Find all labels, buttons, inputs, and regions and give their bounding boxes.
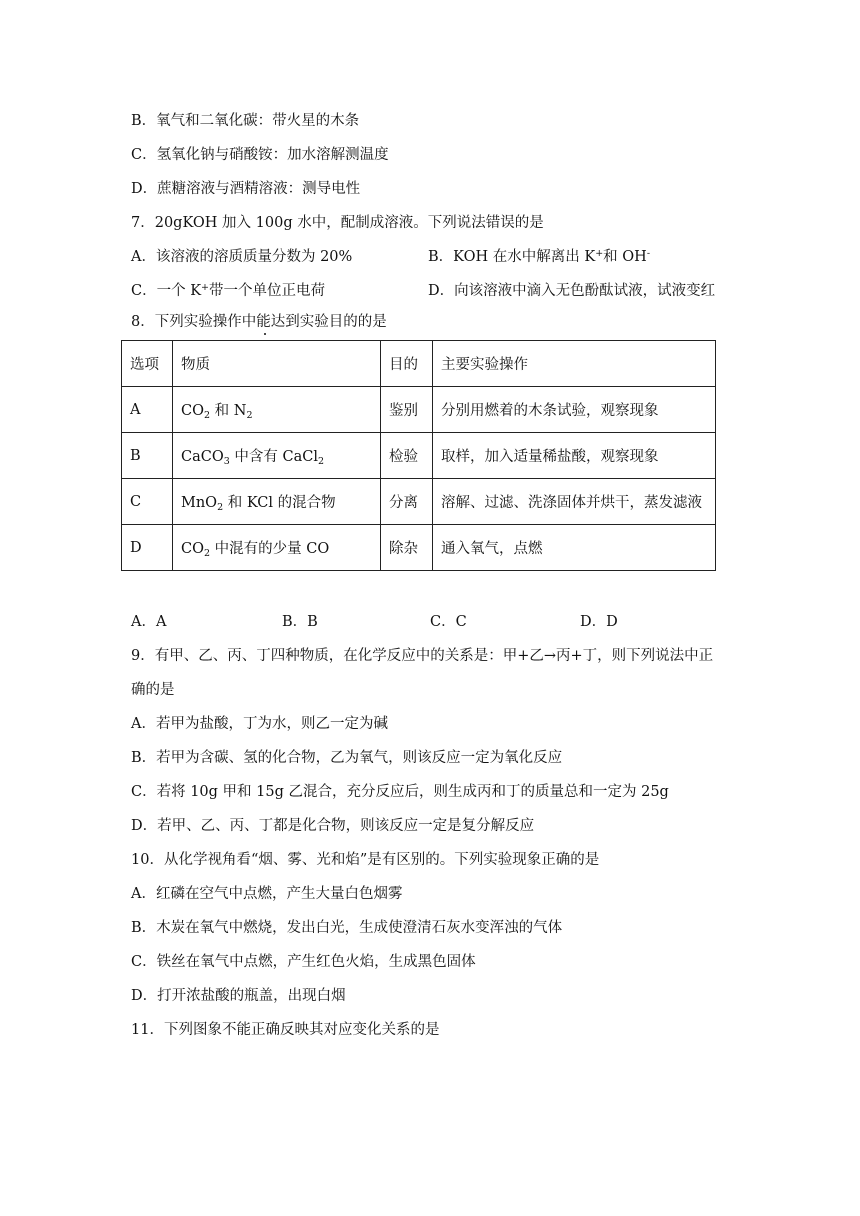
q10-option-c: C．铁丝在氧气中点燃，产生红色火焰，生成黑色固体 — [131, 954, 476, 970]
row-purpose: 鉴别 — [381, 387, 433, 433]
q8-stem: 8．下列实验操作中能达到实验目的的是 — [131, 314, 387, 330]
table-row — [122, 479, 716, 525]
row-substance — [173, 433, 381, 479]
q7-option-c-text2: 带一个单位正电荷 — [209, 283, 326, 299]
q7-option-a: A．该溶液的溶质质量分数为 20% — [131, 249, 353, 265]
q7-stem: 7．20gKOH 加入 100g 水中，配制成溶液。下列说法错误的是 — [131, 215, 544, 231]
table-row — [122, 387, 716, 433]
substance-text: 和 KCl 的混合物 — [223, 495, 336, 511]
q9-option-c: C．若将 10g 甲和 15g 乙混合，充分反应后，则生成丙和丁的质量总和一定为 25g — [131, 784, 669, 800]
row-option: C — [122, 479, 173, 525]
q7-option-b-sup1: + — [595, 248, 604, 259]
q7-option-b-text2: 和 OH — [603, 249, 647, 265]
q9-option-b: B．若甲为含碳、氢的化合物，乙为氧气，则该反应一定为氧化反应 — [131, 750, 563, 766]
table-row — [122, 433, 716, 479]
q9-option-a: A．若甲为盐酸，丁为水，则乙一定为碱 — [131, 716, 388, 732]
header-substance: 物质 — [173, 341, 381, 387]
substance-text: CO — [181, 403, 204, 419]
substance-text: MnO — [181, 495, 218, 511]
substance-text: CO — [181, 541, 204, 557]
substance-sub: 2 — [203, 548, 211, 559]
q7-option-b-sup2: - — [646, 248, 651, 259]
row-option: D — [122, 525, 173, 571]
q8-answer-d: D．D — [580, 614, 618, 630]
row-substance — [173, 387, 381, 433]
q7-option-b-text: B．KOH 在水中解离出 K — [428, 249, 596, 265]
q6-option-d: D．蔗糖溶液与酒精溶液：测导电性 — [131, 181, 361, 197]
row-purpose: 检验 — [381, 433, 433, 479]
header-purpose: 目的 — [381, 341, 433, 387]
q9-stem-line1: 9．有甲、乙、丙、丁四种物质，在化学反应中的关系是：甲+乙→丙+丁，则下列说法中正 — [131, 648, 714, 664]
substance-text: 和 N — [210, 403, 247, 419]
emphasis-dot — [264, 333, 266, 335]
q11-stem: 11．下列图象不能正确反映其对应变化关系的是 — [131, 1022, 440, 1038]
header-option: 选项 — [122, 341, 173, 387]
q7-option-c — [131, 281, 325, 301]
q9-stem-line2: 确的是 — [131, 682, 175, 698]
q10-option-d: D．打开浓盐酸的瓶盖，出现白烟 — [131, 988, 346, 1004]
row-substance — [173, 479, 381, 525]
row-option: B — [122, 433, 173, 479]
row-operation: 取样，加入适量稀盐酸，观察现象 — [433, 433, 716, 479]
q7-option-d: D．向该溶液中滴入无色酚酞试液，试液变红 — [428, 283, 716, 299]
row-operation: 通入氧气，点燃 — [433, 525, 716, 571]
q8-answer-a: A．A — [131, 614, 167, 630]
row-option: A — [122, 387, 173, 433]
substance-sub: 2 — [246, 410, 253, 421]
substance-sub: 3 — [223, 456, 230, 467]
q6-option-b: B．氧气和二氧化碳：带火星的木条 — [131, 113, 360, 129]
row-operation: 分别用燃着的木条试验，观察现象 — [433, 387, 716, 433]
q8-answer-b: B．B — [282, 614, 318, 630]
table-row — [122, 525, 716, 571]
q10-option-a: A．红磷在空气中点燃，产生大量白色烟雾 — [131, 886, 403, 902]
q7-option-c-sup: + — [201, 282, 210, 293]
q10-option-b: B．木炭在氧气中燃烧，发出白光，生成使澄清石灰水变浑浊的气体 — [131, 920, 563, 936]
row-operation: 溶解、过滤、洗涤固体并烘干，蒸发滤液 — [433, 479, 716, 525]
substance-sub: 2 — [203, 410, 211, 421]
q7-option-b — [428, 247, 650, 267]
substance-sub: 2 — [217, 502, 224, 513]
row-substance — [173, 525, 381, 571]
row-purpose: 分离 — [381, 479, 433, 525]
row-purpose: 除杂 — [381, 525, 433, 571]
q6-option-c: C．氢氧化钠与硝酸铵：加水溶解测温度 — [131, 147, 389, 163]
experiment-table — [121, 340, 716, 571]
substance-text: 中含有 CaCl — [229, 449, 318, 465]
q8-answer-c: C．C — [430, 614, 467, 630]
header-operation: 主要实验操作 — [433, 341, 716, 387]
substance-sub: 2 — [317, 456, 325, 467]
substance-text: CaCO — [181, 449, 224, 465]
substance-text: 中混有的少量 CO — [210, 541, 330, 557]
q7-option-c-text: C．一个 K — [131, 283, 202, 299]
table-header-row — [122, 341, 716, 387]
q10-stem: 10．从化学视角看“烟、雾、光和焰”是有区别的。下列实验现象正确的是 — [131, 852, 600, 868]
q9-option-d: D．若甲、乙、丙、丁都是化合物，则该反应一定是复分解反应 — [131, 818, 535, 834]
